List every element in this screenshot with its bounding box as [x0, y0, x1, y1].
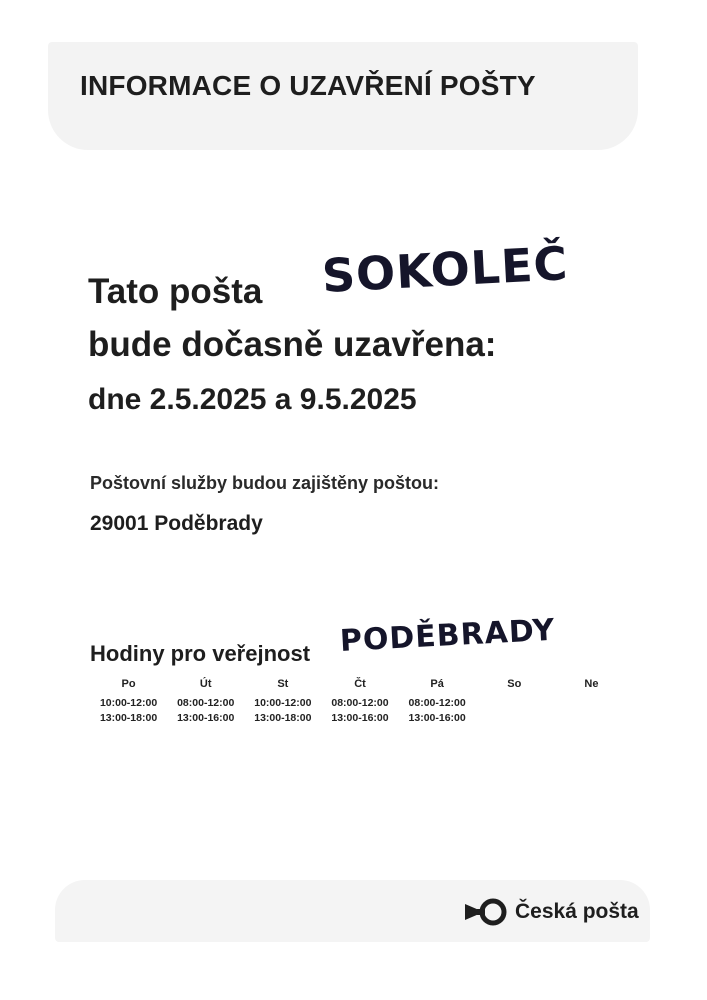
day-label: St	[277, 678, 289, 690]
notice-line-2: bude dočasně uzavřena:	[88, 325, 497, 364]
time-slot: 08:00-12:00	[331, 697, 389, 709]
time-slot: 13:00-16:00	[408, 712, 466, 724]
day-column	[553, 678, 630, 726]
page-title: INFORMACE O UZAVŘENÍ POŠTY	[80, 70, 536, 101]
day-column	[244, 678, 321, 726]
day-column	[321, 678, 398, 726]
services-label: Poštovní služby budou zajištěny poštou:	[90, 473, 440, 493]
closure-dates: dne 2.5.2025 a 9.5.2025	[88, 383, 417, 416]
notice-prefix: Tato pošta	[88, 272, 263, 311]
opening-hours-table	[90, 678, 630, 726]
posthorn-icon	[463, 898, 509, 926]
notice-line-1	[88, 272, 262, 312]
logo-text: Česká pošta	[515, 900, 639, 923]
hours-label: Hodiny pro veřejnost	[90, 641, 311, 666]
time-slot: 08:00-12:00	[408, 697, 466, 709]
time-slot: 13:00-16:00	[177, 712, 235, 724]
day-column	[167, 678, 244, 726]
time-slot: 10:00-12:00	[254, 697, 312, 709]
day-column	[476, 678, 553, 726]
replacement-office: 29001 Poděbrady	[90, 512, 263, 535]
time-slot: 13:00-16:00	[331, 712, 389, 724]
day-label: Út	[199, 678, 212, 690]
time-slot: 10:00-12:00	[99, 697, 158, 709]
time-slot: 13:00-18:00	[254, 712, 312, 724]
handwritten-office-name: SOKOLEČ	[320, 236, 570, 303]
day-label: Ne	[584, 678, 599, 690]
day-column	[399, 678, 476, 726]
day-label: So	[507, 678, 522, 690]
handwritten-hours-office: PODĚBRADY	[339, 612, 557, 659]
ceska-posta-logo	[463, 898, 639, 926]
time-slot: 13:00-18:00	[99, 712, 158, 724]
day-label: Pá	[430, 678, 444, 690]
day-column	[90, 678, 167, 726]
time-slot: 08:00-12:00	[177, 697, 235, 709]
day-label: Po	[121, 678, 136, 690]
day-label: Čt	[354, 678, 366, 690]
